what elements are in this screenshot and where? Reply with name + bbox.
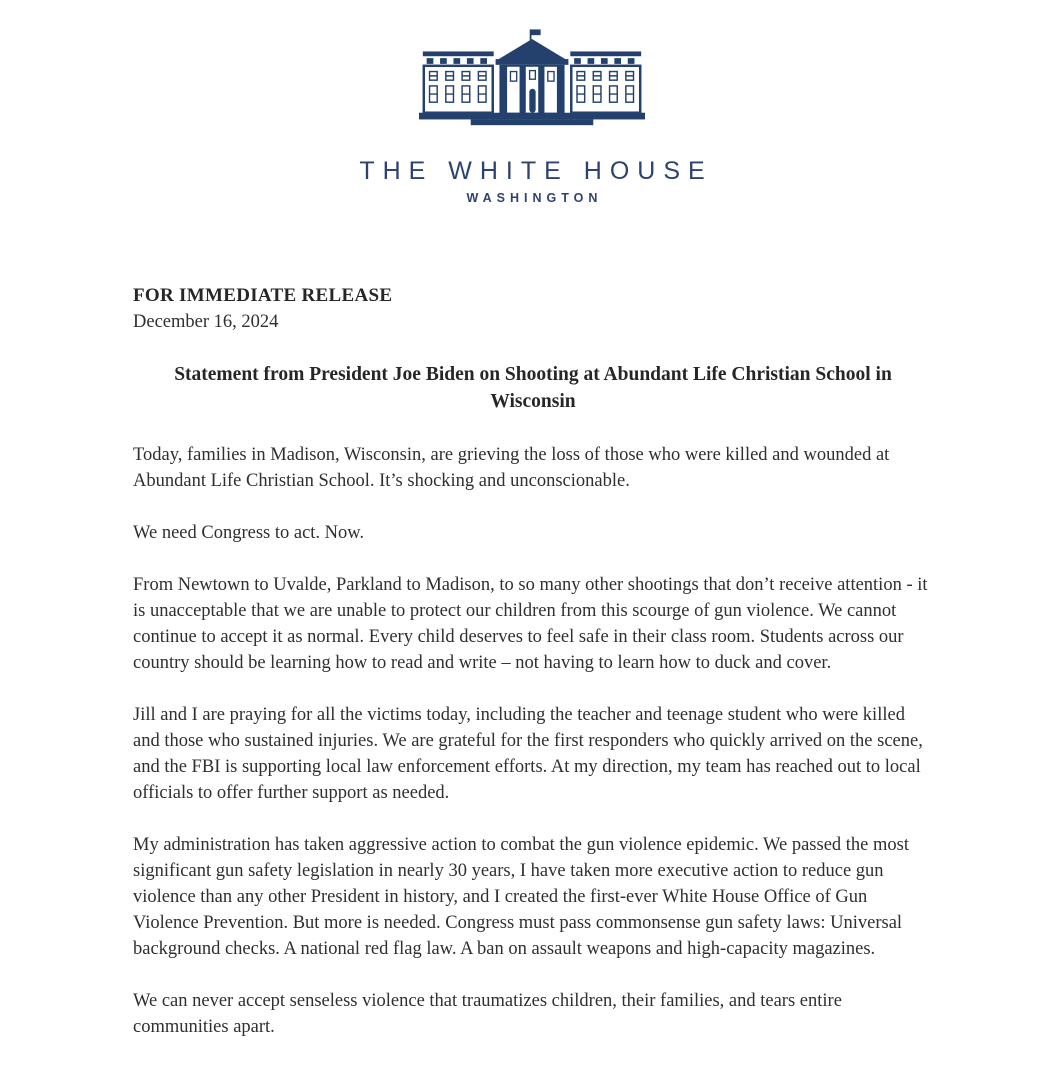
paragraph: My administration has taken aggressive action to combat the gun violence epidemic. We passed the most significant gun safety legislation in nearly 30 years, I have taken more executive action to reduce gun violence than any other President in history, and I created the first-ever White House Office of Gun Violence Prevention. But more is needed. Congress must pass commonsense gun safety laws: Universal background checks. A national red flag law. A ban on assault weapons and high-capacity magazines. [133,834,909,959]
paragraph: Jill and I are praying for all the victims today, including the teacher and teenage student who were killed and those who sustained injuries. We are grateful for the first responders who quickly arrived on the scene, and the FBI is supporting local law enforcement efforts. At my direction, my team has reached out to local officials to offer further support as needed. [133,704,923,803]
release-date: December 16, 2024 [133,312,279,332]
paragraph: We need Congress to act. Now. [133,522,365,543]
white-house-logo-icon [419,28,645,140]
paragraph: We can never accept senseless violence that traumatizes children, their families, and tears entire communities apart. [133,990,842,1037]
paragraph: From Newtown to Uvalde, Parkland to Madison, to so many other shootings that don’t receive attention - it is unacceptable that we are unable to protect our children from this scourge of gun violence. We cannot continue to accept it as normal. Every child deserves to feel safe in their class room. Students across our country should be learning how to read and write – not having to learn how to duck and cover. [133,574,928,673]
release-label: FOR IMMEDIATE RELEASE [133,285,393,306]
document-body [133,285,933,1040]
paragraph: Today, families in Madison, Wisconsin, are grieving the loss of those who were killed and wounded at Abundant Life Christian School. It’s shocking and unconscionable. [133,444,890,491]
wordmark-the-white-house: THE WHITE HOUSE [359,157,713,185]
statement-title: Statement from President Joe Biden on Shooting at Abundant Life Christian School in Wisconsin [174,364,892,413]
masthead [0,0,1064,205]
wordmark-washington: WASHINGTON [466,191,603,205]
statement-paragraphs [133,442,933,1040]
